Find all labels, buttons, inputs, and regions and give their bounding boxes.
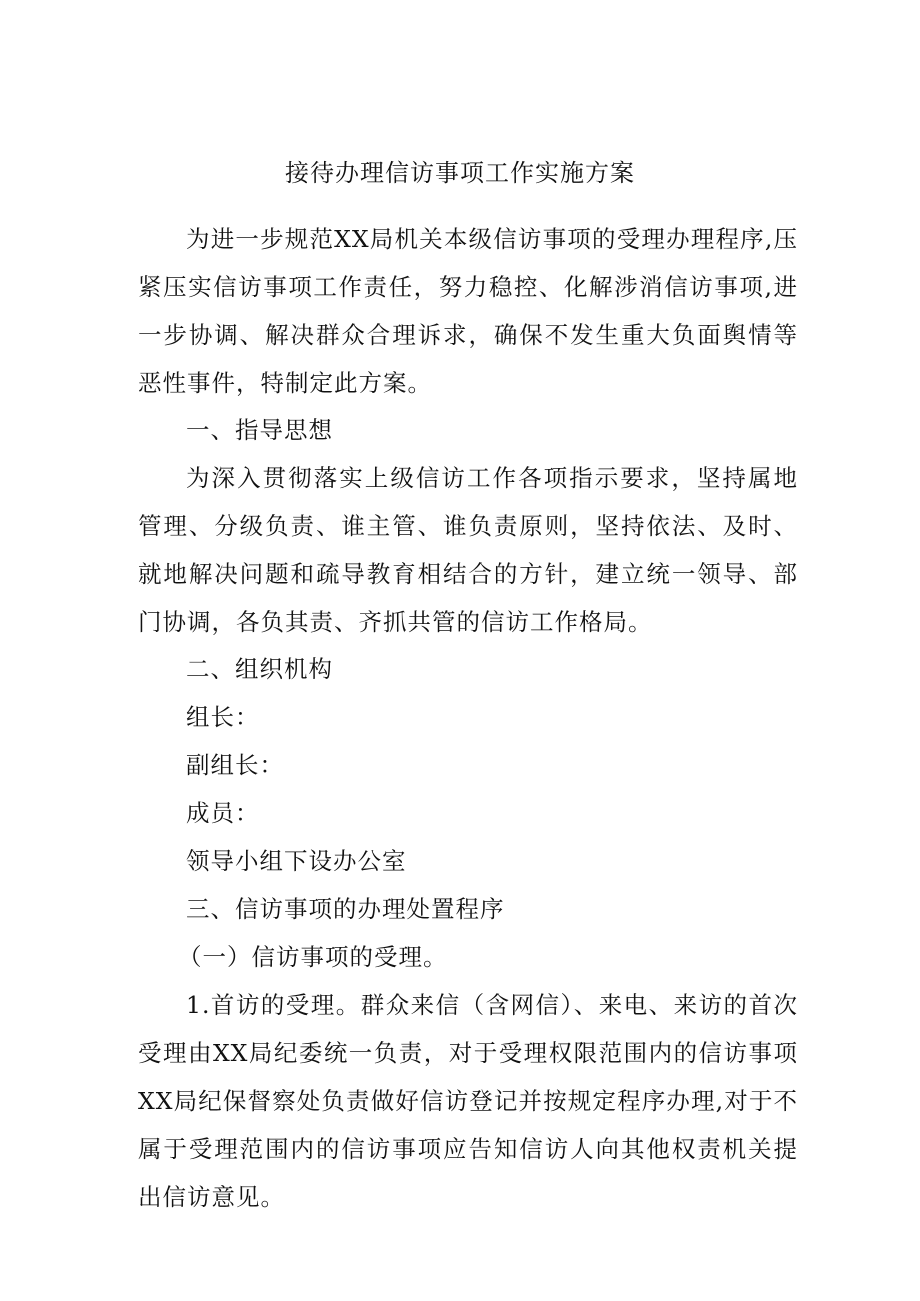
section-heading-guiding-ideology: 一、指导思想 [186, 416, 333, 444]
section-heading-organization: 二、组织机构 [186, 655, 333, 683]
guiding-ideology-paragraph: 为深入贯彻落实上级信访工作各项指示要求，坚持属地管理、分级负责、谁主管、谁负责原则，坚持依法、及时、就地解决问题和疏导教育相结合的方针，建立统一领导、部门协调，各负其责、齐抓共管的信访工作格局。 [138, 464, 798, 636]
office-line: 领导小组下设办公室 [186, 847, 407, 875]
members-label: 成员： [186, 799, 260, 827]
subsection-heading-acceptance: （一）信访事项的受理。 [178, 943, 448, 971]
document-title: 接待办理信访事项工作实施方案 [285, 159, 635, 187]
first-visit-acceptance-paragraph: 1.首访的受理。群众来信（含网信）、来电、来访的首次受理由XX局纪委统一负责，对于受理权限范围内的信访事项XX局纪保督察处负责做好信访登记并按规定程序办理,对于不属于受理范围内的信访事项应告知信访人向其他权责机关提出信访意见。 [138, 991, 798, 1211]
leader-label: 组长： [186, 703, 260, 731]
section-heading-procedure: 三、信访事项的办理处置程序 [186, 895, 505, 923]
intro-paragraph: 为进一步规范XX局机关本级信访事项的受理办理程序,压紧压实信访事项工作责任，努力稳控、化解涉消信访事项,进一步协调、解决群众合理诉求，确保不发生重大负面舆情等恶性事件，特制定此方案。 [138, 225, 798, 397]
deputy-leader-label: 副组长： [186, 751, 284, 779]
